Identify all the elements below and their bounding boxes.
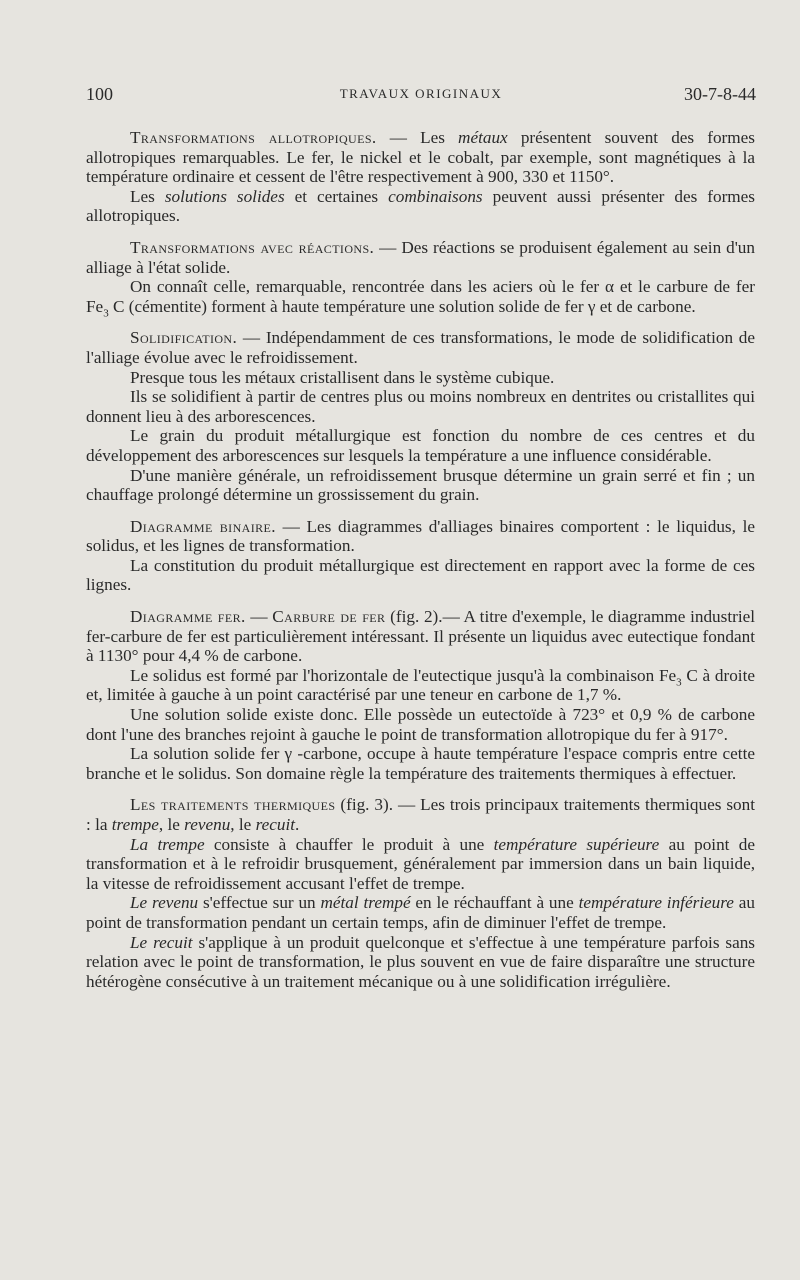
paragraph: Les solutions solides et certaines combinaisons peuvent aussi présenter des formes allotropiques. — [86, 186, 755, 226]
paragraph: Le recuit s'applique à un produit quelconque et s'effectue à une température parfois sans relation avec le point de transformation, le plus souvent en vue de faire disparaître une structure hétérogène consécutive à un traitement mécanique ou à une solidification irrégulière. — [86, 932, 755, 991]
paragraph: Diagramme binaire. — Les diagrammes d'alliages binaires comportent : le liquidus, le solidus, et les lignes de transformation. — [86, 516, 755, 556]
paragraph: Transformations avec réactions. — Des réactions se produisent également au sein d'un alliage à l'état solide. — [86, 237, 755, 277]
paragraph: Les traitements thermiques (fig. 3). — Les trois principaux traitements thermiques sont : la trempe, le revenu, le recuit. — [86, 795, 756, 834]
section-heading: Transformations allotropiques. — [130, 128, 377, 147]
paragraph: On connaît celle, remarquable, rencontrée dans les aciers où le fer α et le carbure de fer $Fe_3$ C (cémentite) forment à haute température une solution solide de fer γ et de carbone. — [86, 277, 755, 320]
paragraph: Diagramme fer. — Carbure de fer (fig. 2).— A titre d'exemple, le diagramme industriel fer-carbure de fer est particulièrement intéressant. Il présente un liquidus avec eutectique fondant à 1130° pour 4,4 % de carbone. — [86, 607, 755, 666]
section-heading: Les traitements thermiques — [130, 795, 336, 815]
paragraph: La trempe consiste à chauffer le produit à une température supérieure au point de transformation et à le refroidir brusquement, généralement par immersion dans un bain liquide, la vitesse de refroidissement accusant l'effet de trempe. — [86, 834, 755, 893]
section-heading: Carbure de fer — [272, 607, 386, 627]
section-heading: Diagramme fer. — [130, 607, 246, 627]
journal-title: TRAVAUX ORIGINAUX — [339, 86, 503, 101]
paragraph: La solution solide fer γ -carbone, occupe à haute température l'espace compris entre cette branche et le solidus. Son domaine règle la température des traitements thermiques à effectuer. — [86, 744, 755, 783]
paragraph: Presque tous les métaux cristallisent dans le système cubique. — [130, 367, 555, 387]
paragraph: D'une manière générale, un refroidissement brusque détermine un grain serré et fin ; un chauffage prolongé détermine un grossissement du grain. — [86, 465, 755, 505]
paragraph: Le solidus est formé par l'horizontale de l'eutectique jusqu'à la combinaison $Fe_3$ C à droite et, limitée à gauche à un point caractérisé par une teneur en carbone de 1,7 %. — [86, 665, 755, 705]
paragraph: La constitution du produit métallurgique est directement en rapport avec la forme de ces lignes. — [86, 555, 755, 595]
paragraph: Le revenu s'effectue sur un métal trempé en le réchauffant à une température inférieure au point de transformation pendant un certain temps, afin de diminuer l'effet de trempe. — [86, 893, 755, 932]
paragraph: Solidification. — Indépendamment de ces transformations, le mode de solidification de l'alliage évolue avec le refroidissement. — [86, 328, 755, 367]
paragraph: Une solution solide existe donc. Elle possède un eutectoïde à 723° et 0,9 % de carbone dont l'une des branches rejoint à gauche le point de transformation allotropique du fer à 917°. — [86, 705, 755, 744]
paragraph: Transformations allotropiques. — Les métaux présentent souvent des formes allotropiques remarquables. Le fer, le nickel et le cobalt, par exemple, sont magnétiques à la température ordinaire et cessent de l'être respectivement à 900, 330 et 1150°. — [86, 128, 755, 187]
issue-date: 30-7-8-44 — [684, 84, 756, 104]
section-heading: Solidification. — [130, 328, 238, 348]
body-text — [86, 128, 755, 991]
section-heading: Transformations avec réactions. — [130, 237, 375, 257]
paragraph: Ils se solidifient à partir de centres plus ou moins nombreux en dentrites ou cristallites qui donnent lieu à des arborescences. — [86, 387, 755, 426]
section-heading: Diagramme binaire. — [130, 516, 276, 536]
page-number: 100 — [86, 84, 113, 104]
running-header — [86, 84, 756, 108]
paragraph: Le grain du produit métallurgique est fonction du nombre de ces centres et du développement des arborescences sur lesquels la température a une influence considérable. — [86, 426, 755, 465]
